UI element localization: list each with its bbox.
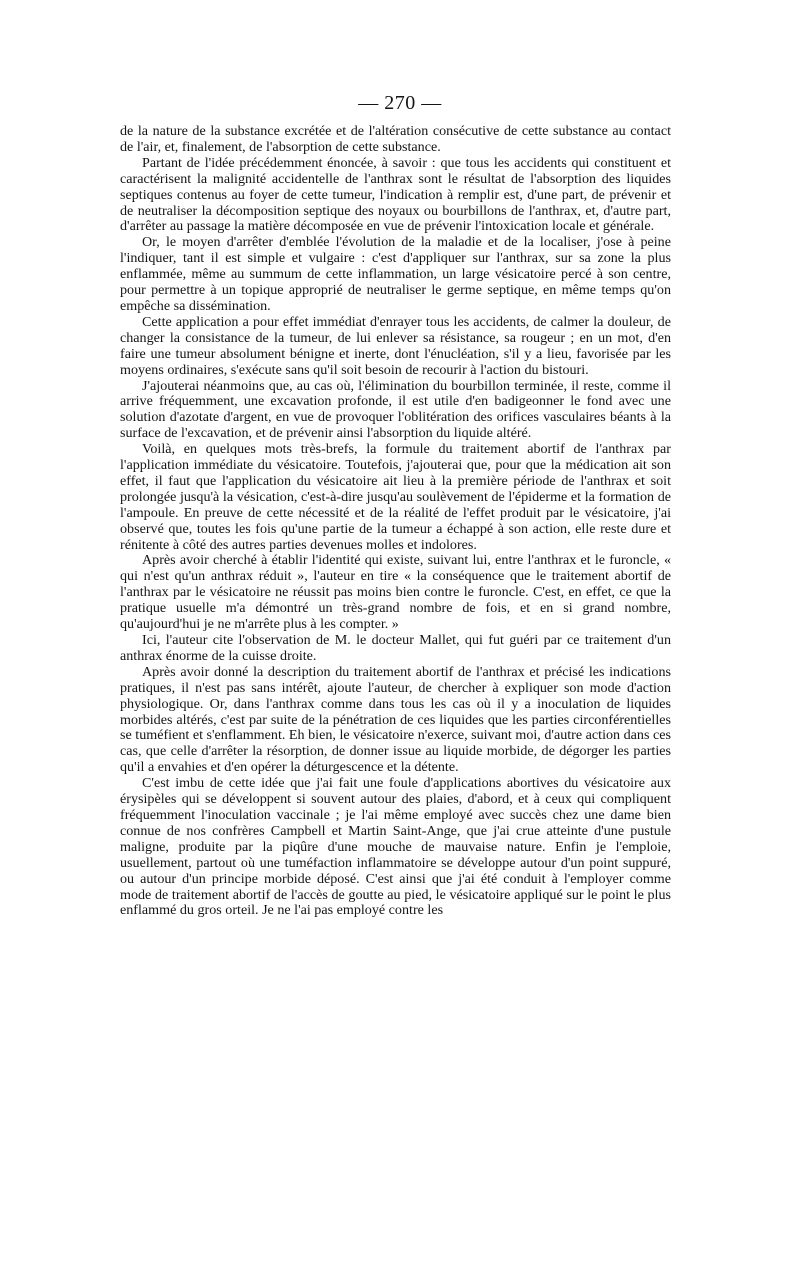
paragraph: Après avoir cherché à établir l'identité qui existe, suivant lui, entre l'anthrax et le furoncle, « qui n'est qu'un anthrax réduit », l'auteur en tire « la conséquence que le traitement abortif de l'anthrax par le vésicatoire ne réussit pas moins bien contre le furoncle. C'est, en effet, ce que la pratique usuelle m'a démontré un très-grand nombre de fois, et en si grand nombre, qu'aujourd'hui je ne m'arrête plus à les compter. » [120,552,671,633]
body-text [120,124,671,919]
paragraph: C'est imbu de cette idée que j'ai fait une foule d'applications abortives du vésicatoire aux érysipèles qui se développent si souvent autour des plaies, d'abord, et à ceux qui compliquent fréquemment l'inoculation vaccinale ; je l'ai même employé avec succès chez une dame bien connue de nos confrères Campbell et Martin Saint-Ange, que j'ai crue atteinte d'une pustule maligne, produite par la piqûre d'une mouche de mauvaise nature. Enfin je l'emploie, usuellement, partout où une tuméfaction inflammatoire se développe autour d'un point suppuré, ou autour d'un principe morbide déposé. C'est ainsi que j'ai été conduit à l'employer comme mode de traitement abortif de l'accès de goutte au pied, le vésicatoire appliqué sur le point le plus enflammé du gros orteil. Je ne l'ai pas employé contre les [120,775,671,919]
paragraph-continuation: de la nature de la substance excrétée et de l'altération consécutive de cette substance au contact de l'air, et, finalement, de l'absorption de cette substance. [120,123,671,155]
paragraph: J'ajouterai néanmoins que, au cas où, l'élimination du bourbillon terminée, il reste, comme il arrive fréquemment, une excavation profonde, il est utile d'en badigeonner le fond avec une solution d'azotate d'argent, en vue de provoquer l'oblitération des orifices vasculaires béants à la surface de l'excavation, et de prévenir ainsi l'absorption du liquide altéré. [120,377,671,442]
page-number: — 270 — [358,92,442,114]
paragraph: Cette application a pour effet immédiat d'enrayer tous les accidents, de calmer la douleur, de changer la consistance de la tumeur, de lui enlever sa résistance, sa rougeur ; en un mot, d'en faire une tumeur absolument bénigne et inerte, dont l'énucléation, s'il y a lieu, favorisée par les moyens ordinaires, s'exécute sans qu'il soit besoin de recourir à l'action du bistouri. [120,313,671,378]
paragraph: Voilà, en quelques mots très-brefs, la formule du traitement abortif de l'anthrax par l'application immédiate du vésicatoire. Toutefois, j'ajouterai que, pour que la médication ait son effet, il faut que l'application du vésicatoire ait lieu à la première période de l'anthrax et soit prolongée jusqu'à la vésication, c'est-à-dire jusqu'au soulèvement de l'épiderme et la formation de l'ampoule. En preuve de cette nécessité et de la réalité de l'effet produit par le vésicatoire, j'ai observé que, toutes les fois qu'une partie de la tumeur a échappé à son action, elle reste dure et rénitente à côté des autres parties devenues molles et indolores. [120,441,671,553]
paragraph: Or, le moyen d'arrêter d'emblée l'évolution de la maladie et de la localiser, j'ose à peine l'indiquer, tant il est simple et vulgaire : c'est d'appliquer sur l'anthrax, sur sa zone la plus enflammée, même au summum de cette inflammation, un large vésicatoire percé à son centre, pour permettre à un topique approprié de neutraliser le germe septique, en même temps qu'on empêche sa dissémination. [120,234,671,314]
paragraph: Partant de l'idée précédemment énoncée, à savoir : que tous les accidents qui constituent et caractérisent la malignité accidentelle de l'anthrax sont le résultat de l'absorption des liquides septiques contenus au foyer de cette tumeur, l'indication à remplir est, d'une part, de prévenir et de neutraliser la décomposition septique des noyaux ou bourbillons de l'anthrax, et, d'autre part, d'arrêter au passage la matière décomposée en vue de prévenir l'intoxication locale et générale. [120,154,671,235]
paragraph: Ici, l'auteur cite l'observation de M. le docteur Mallet, qui fut guéri par ce traitement d'un anthrax énorme de la cuisse droite. [120,632,671,664]
paragraph: Après avoir donné la description du traitement abortif de l'anthrax et précisé les indications pratiques, il n'est pas sans intérêt, ajoute l'auteur, de chercher à expliquer son mode d'action physiologique. Or, dans l'anthrax comme dans tous les cas où il y a inoculation de liquides morbides altérés, c'est par suite de la pénétration de ces liquides que les parties circonférentielles se tuméfient et s'enflamment. Eh bien, le vésicatoire n'exerce, suivant moi, d'autre action dans ces cas, que celle d'arrêter la résorption, de donner issue au liquide morbide, de dégorger les parties qu'il a envahies et d'en opérer la déturgescence et la détente. [120,663,671,776]
